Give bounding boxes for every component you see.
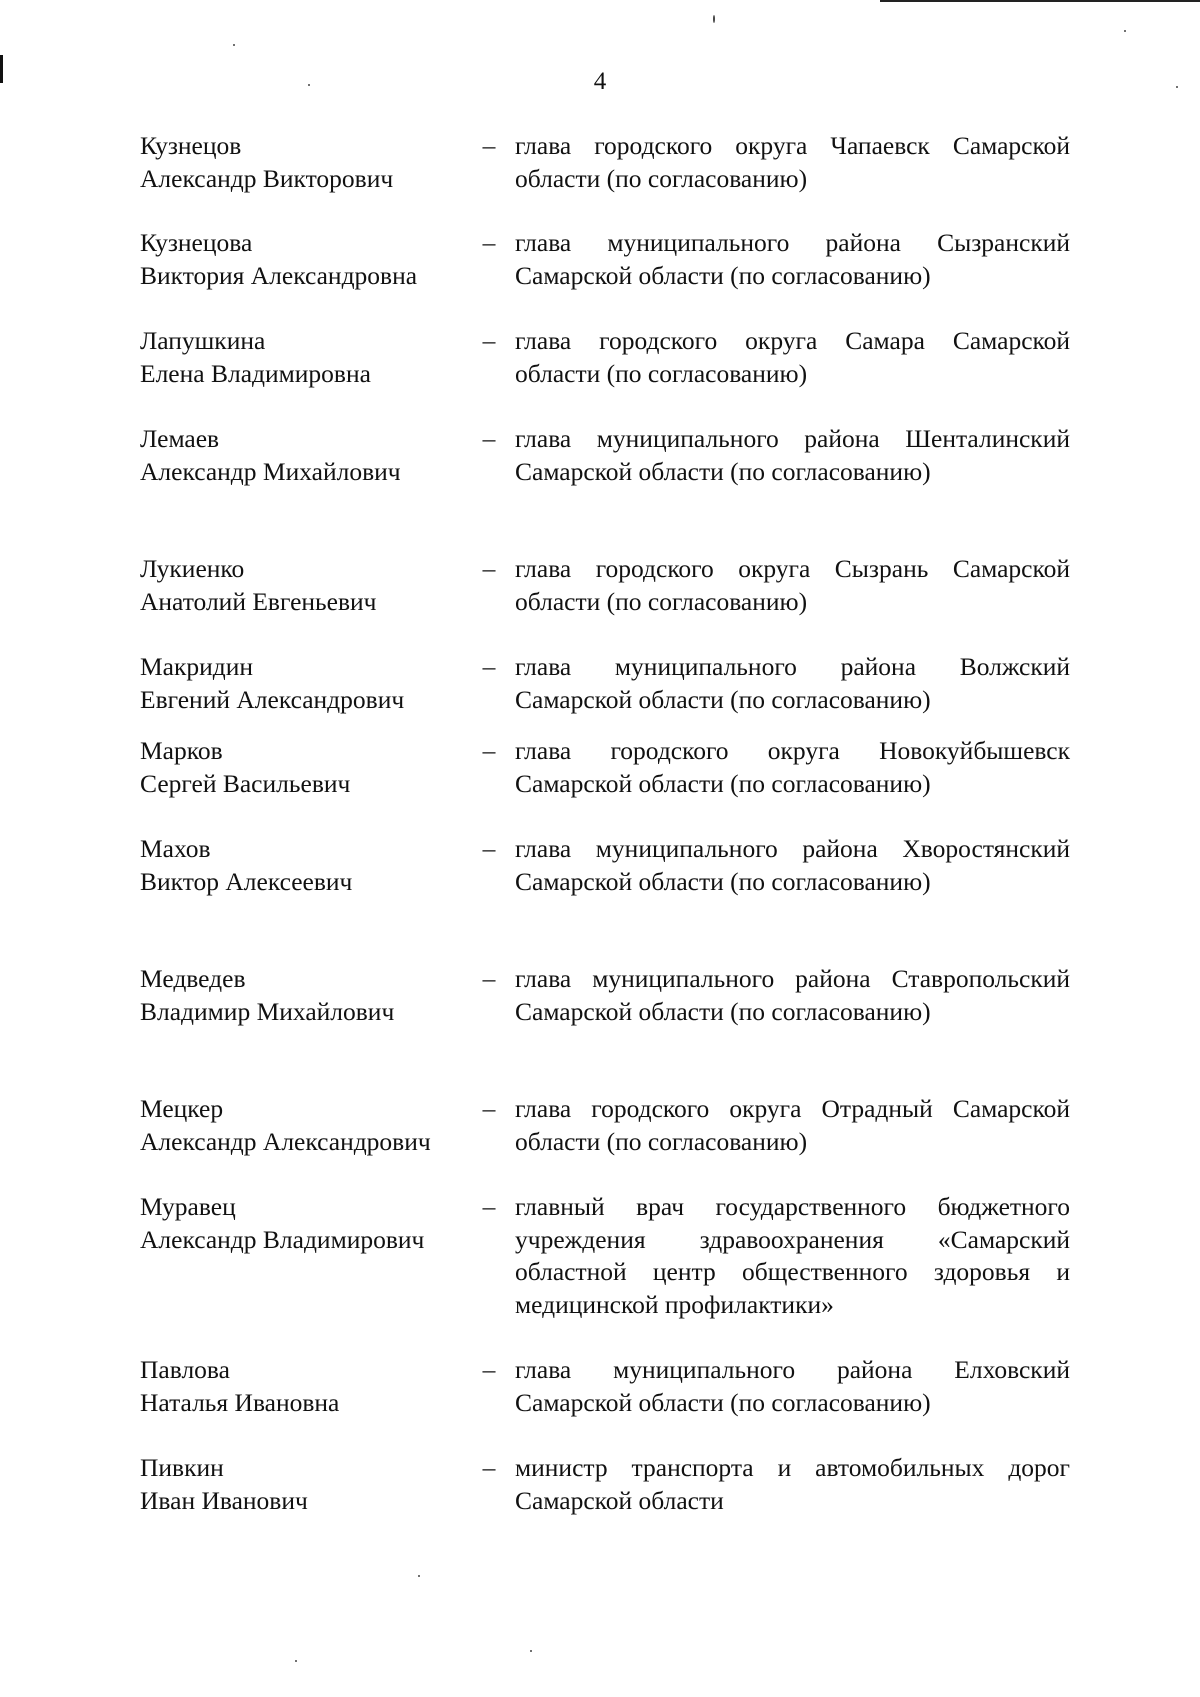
dash-separator: –: [482, 1355, 496, 1384]
dash-separator: –: [482, 736, 496, 765]
member-given-names: Владимир Михайлович: [140, 996, 395, 1026]
dash-separator: –: [482, 1453, 496, 1482]
member-position: глава городского округа Отрадный Самарской области (по согласованию): [515, 1094, 1070, 1156]
member-surname: Лукиенко: [140, 554, 245, 583]
member-given-names: Анатолий Евгеньевич: [140, 586, 377, 616]
member-given-names: Александр Михайлович: [140, 456, 401, 486]
scan-speck: [233, 44, 235, 46]
member-given-names: Александр Викторович: [140, 163, 394, 193]
member-position: глава городского округа Сызрань Самарской области (по согласованию): [515, 554, 1070, 616]
dash-separator: –: [482, 1094, 496, 1123]
member-given-names: Сергей Васильевич: [140, 768, 351, 798]
member-position: глава муниципального района Сызранский Самарской области (по согласованию): [515, 228, 1070, 290]
member-name: [140, 1354, 480, 1419]
member-given-names: Елена Владимировна: [140, 358, 371, 388]
member-surname: Мецкер: [140, 1094, 224, 1123]
member-name: [140, 651, 480, 716]
member-given-names: Виктор Алексеевич: [140, 866, 353, 896]
dash-separator: –: [482, 326, 496, 355]
dash-separator: –: [482, 424, 496, 453]
dash-separator: –: [482, 964, 496, 993]
member-name: [140, 963, 480, 1028]
member-position: глава муниципального района Елховский Самарской области (по согласованию): [515, 1355, 1070, 1417]
member-position: глава городского округа Чапаевск Самарской области (по согласованию): [515, 131, 1070, 193]
member-surname: Лемаев: [140, 424, 220, 453]
dash-separator: –: [482, 834, 496, 863]
dash-separator: –: [482, 1192, 496, 1221]
member-position: министр транспорта и автомобильных дорог Самарской области: [515, 1453, 1070, 1515]
member-position: глава муниципального района Хворостянский Самарской области (по согласованию): [515, 834, 1070, 896]
page-number: 4: [593, 68, 607, 95]
member-name: [140, 1191, 480, 1256]
member-name: [140, 227, 480, 292]
scan-speck: [530, 1650, 532, 1652]
member-surname: Кузнецова: [140, 228, 253, 257]
member-name: [140, 130, 480, 195]
member-given-names: Александр Владимирович: [140, 1224, 425, 1254]
scan-speck: [713, 15, 715, 23]
member-position: глава городского округа Самара Самарской области (по согласованию): [515, 326, 1070, 388]
member-name: [140, 1093, 480, 1158]
member-surname: Макридин: [140, 652, 254, 681]
member-given-names: Иван Иванович: [140, 1485, 308, 1515]
member-surname: Пивкин: [140, 1453, 224, 1482]
scan-artifact-top-line: [880, 0, 1200, 2]
member-position: глава муниципального района Волжский Самарской области (по согласованию): [515, 652, 1070, 714]
dash-separator: –: [482, 131, 496, 160]
member-position: глава городского округа Новокуйбышевск Самарской области (по согласованию): [515, 736, 1070, 798]
member-surname: Павлова: [140, 1355, 230, 1384]
scan-speck: [295, 1660, 297, 1662]
member-name: [140, 325, 480, 390]
member-given-names: Виктория Александровна: [140, 260, 418, 290]
member-name: [140, 735, 480, 800]
member-surname: Кузнецов: [140, 131, 242, 160]
member-name: [140, 833, 480, 898]
dash-separator: –: [482, 554, 496, 583]
member-given-names: Евгений Александрович: [140, 684, 405, 714]
member-surname: Лапушкина: [140, 326, 266, 355]
dash-separator: –: [482, 652, 496, 681]
member-name: [140, 553, 480, 618]
member-position: глава муниципального района Ставропольский Самарской области (по согласованию): [515, 964, 1070, 1026]
scan-speck: [1124, 30, 1126, 32]
member-name: [140, 1452, 480, 1517]
member-surname: Махов: [140, 834, 211, 863]
member-name: [140, 423, 480, 488]
member-surname: Медведев: [140, 964, 246, 993]
member-given-names: Наталья Ивановна: [140, 1387, 340, 1417]
member-position: главный врач государственного бюджетного учреждения здравоохранения «Самарский областной центр общественного здоровья и медицинской профилактики»: [515, 1192, 1070, 1319]
member-given-names: Александр Александрович: [140, 1126, 431, 1156]
member-surname: Марков: [140, 736, 223, 765]
dash-separator: –: [482, 228, 496, 257]
member-surname: Муравец: [140, 1192, 236, 1221]
scan-speck: [418, 1575, 420, 1577]
member-position: глава муниципального района Шенталинский Самарской области (по согласованию): [515, 424, 1070, 486]
